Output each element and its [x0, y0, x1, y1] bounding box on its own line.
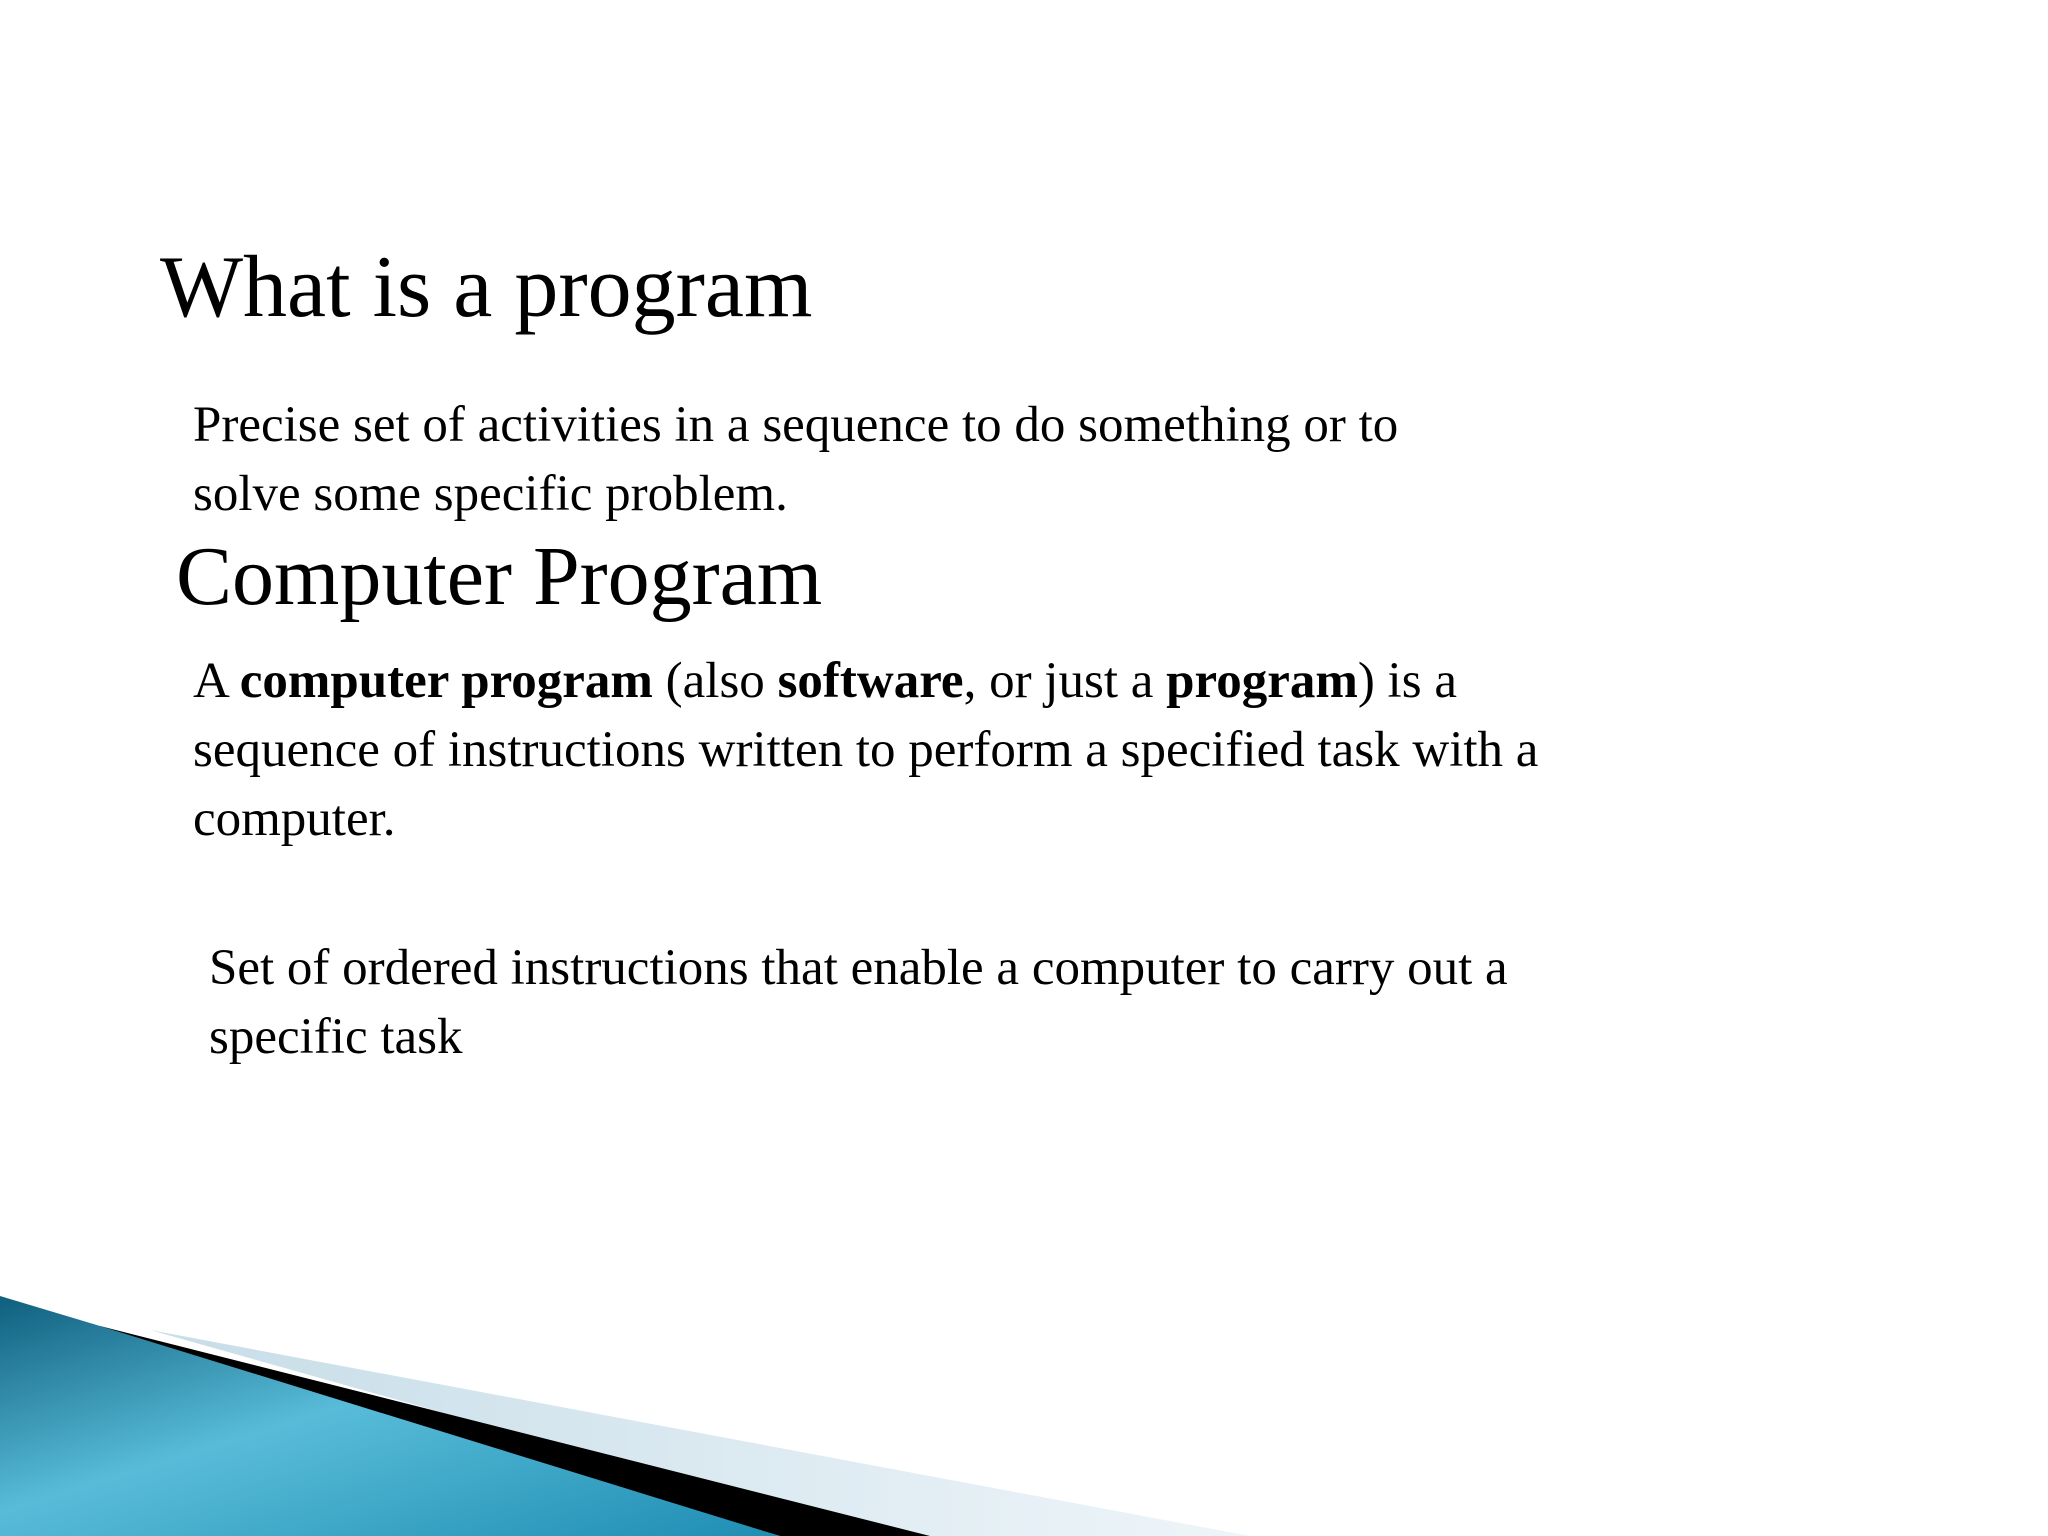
pale-band [150, 1330, 1250, 1536]
heading-what-is-a-program: What is a program [160, 239, 813, 336]
bold-term-software: software [777, 653, 964, 709]
text-run: A [193, 653, 240, 709]
computer-program-definition-paragraph [193, 647, 1893, 854]
bold-term-program: program [1166, 653, 1358, 709]
text-run: (also [652, 653, 778, 709]
text-run: ) is a [1357, 653, 1457, 709]
ordered-instructions-line-1: Set of ordered instructions that enable a computer to carry out a [209, 940, 1508, 996]
ordered-instructions-line-2: specific task [209, 1009, 463, 1065]
program-definition-paragraph [193, 391, 1893, 529]
black-band [100, 1326, 930, 1536]
text-run: , or just a [963, 653, 1167, 709]
bold-term-computer-program: computer program [239, 653, 653, 709]
computer-program-definition-line-2: sequence of instructions written to perform a specified task with a [193, 722, 1539, 778]
teal-wedge [0, 1296, 780, 1536]
computer-program-definition-line-3: computer. [193, 791, 396, 847]
program-definition-line-2: solve some specific problem. [193, 466, 788, 522]
program-definition-line-1: Precise set of activities in a sequence to do something or to [193, 397, 1399, 453]
heading-computer-program: Computer Program [176, 530, 823, 623]
ordered-instructions-paragraph [209, 934, 1909, 1072]
